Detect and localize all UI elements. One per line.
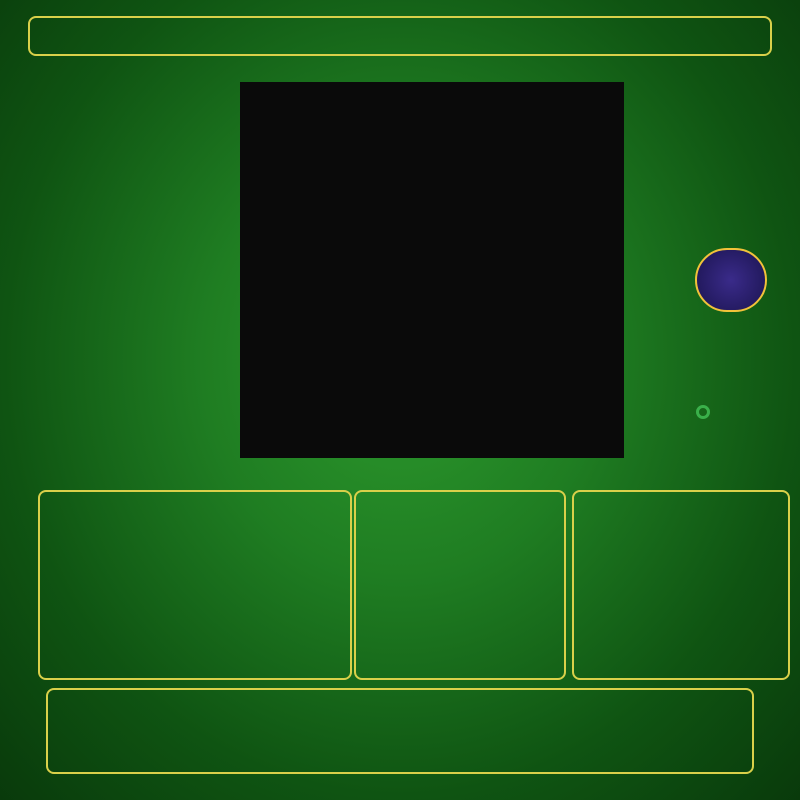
jackpot-box (46, 688, 754, 774)
pinta-winners-box (38, 490, 352, 680)
pinta-codes-table (40, 548, 350, 674)
loteria-globe-icon (696, 405, 710, 419)
bingo-millonario-logo (695, 248, 767, 312)
esquinas-winners-box (354, 490, 566, 680)
lleno-winner-box (572, 490, 790, 680)
header-bar (28, 16, 772, 56)
bingo-boards (240, 82, 624, 458)
esquinas-codes-table (356, 492, 564, 678)
